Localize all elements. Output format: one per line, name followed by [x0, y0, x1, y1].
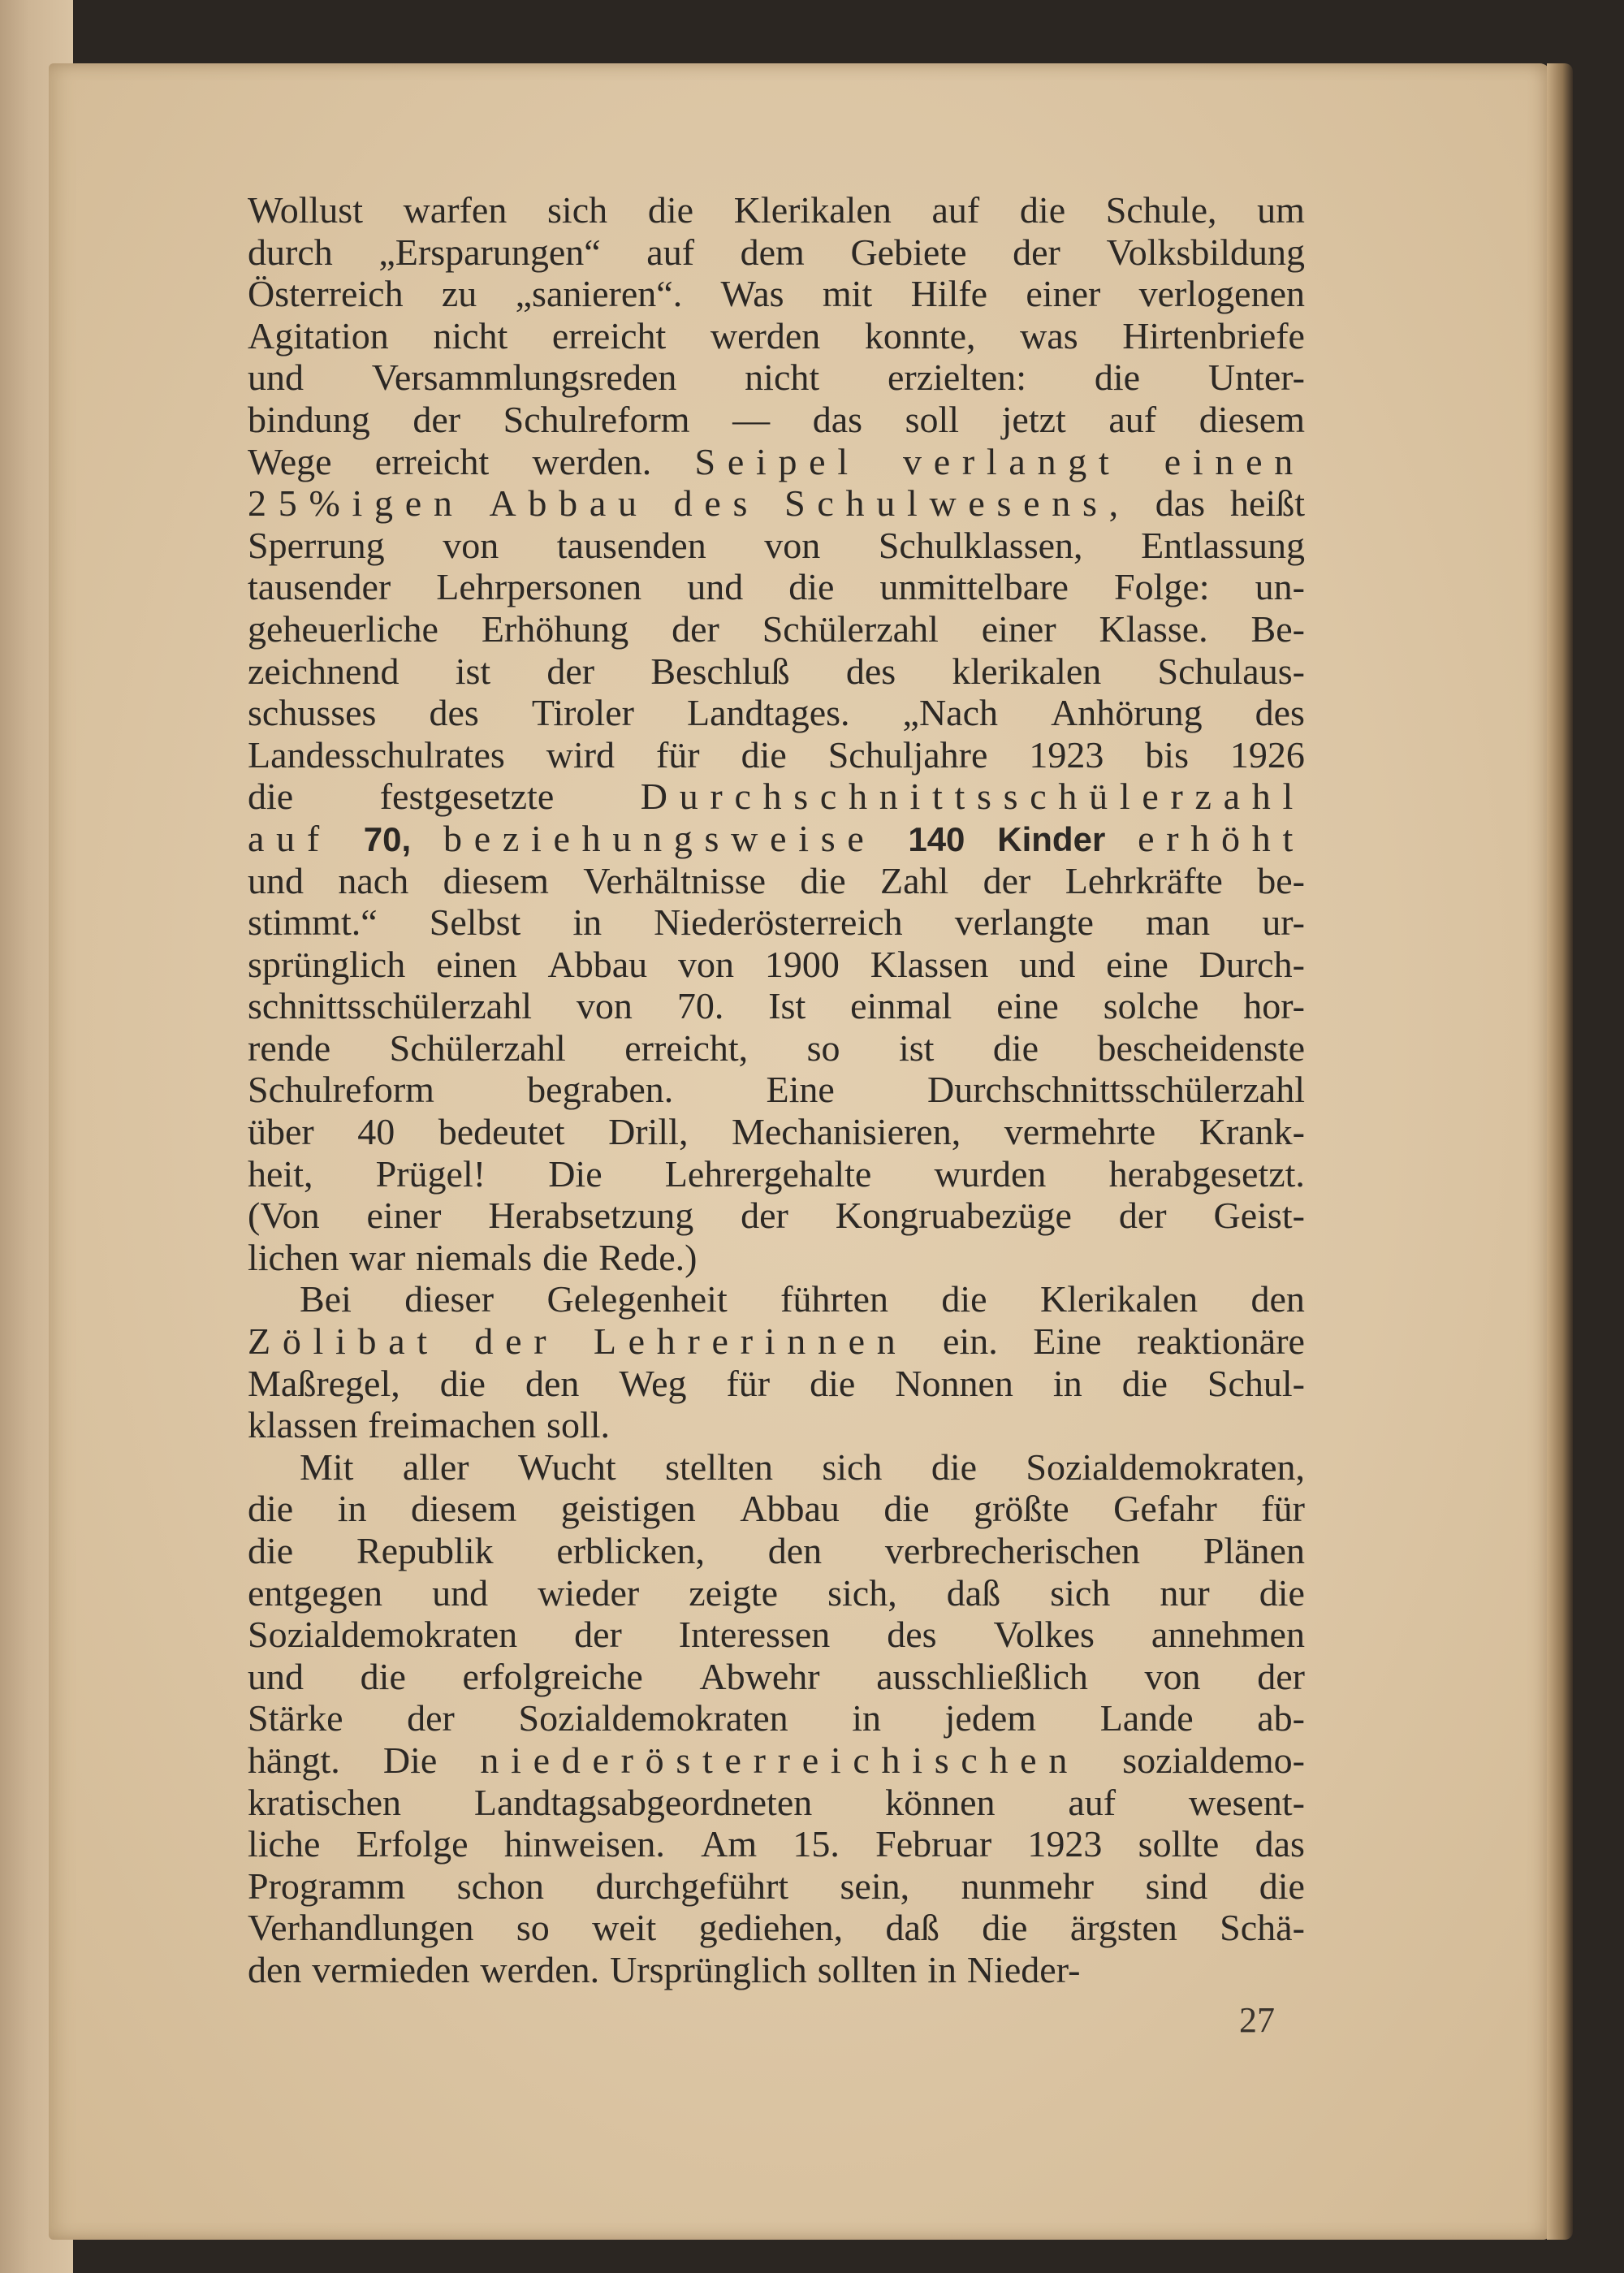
page-number: 27: [1239, 2000, 1275, 2040]
text-line: heit, Prügel! Die Lehrergehalte wurden herabgesetzt.: [248, 1152, 1305, 1195]
page-edge: [1547, 63, 1573, 2240]
text-line: Stärke der Sozialdemokraten in jedem Lande ab-: [248, 1697, 1305, 1739]
text-line: und nach diesem Verhältnisse die Zahl der Lehrkräfte be-: [248, 859, 1305, 901]
text-line: klassen freimachen soll.: [248, 1404, 611, 1446]
text-line: Mit aller Wucht stellten sich die Sozialdemokraten,: [300, 1445, 1305, 1488]
text-line: geheuerliche Erhöhung der Schülerzahl einer Klasse. Be-: [248, 607, 1305, 650]
text-line: liche Erfolge hinweisen. Am 15. Februar 1923 sollte das: [248, 1823, 1305, 1865]
text-line: Sozialdemokraten der Interessen des Volkes annehmen: [248, 1614, 1305, 1656]
text-line: Wege erreicht werden. Seipel verlangt einen: [248, 440, 1305, 482]
text-line: und Versammlungsreden nicht erzielten: die Unter-: [248, 357, 1305, 399]
text-line: stimmt.“ Selbst in Niederösterreich verlangte man ur-: [248, 901, 1305, 944]
text-line: bindung der Schulreform — das soll jetzt auf diesem: [248, 398, 1305, 440]
text-line: tausender Lehrpersonen und die unmittelbare Folge: un-: [248, 566, 1305, 608]
text-line: hängt. Die niederösterreichischen sozialdemo-: [248, 1739, 1305, 1781]
text-line: Österreich zu „sanieren“. Was mit Hilfe einer verlogenen: [248, 273, 1305, 315]
text-line: Wollust warfen sich die Klerikalen auf die Schule, um: [248, 189, 1305, 231]
text-line: entgegen und wieder zeigte sich, daß sich nur die: [248, 1571, 1305, 1614]
text-line: schnittsschülerzahl von 70. Ist einmal eine solche hor-: [248, 985, 1305, 1027]
text-line: den vermieden werden. Ursprünglich sollten in Nieder-: [248, 1948, 1081, 1990]
text-line: kratischen Landtagsabgeordneten können auf wesent-: [248, 1781, 1305, 1823]
text-line: die in diesem geistigen Abbau die größte Gefahr für: [248, 1488, 1305, 1530]
page-text: [248, 189, 1305, 1991]
text-line: Maßregel, die den Weg für die Nonnen in die Schul-: [248, 1362, 1305, 1404]
text-line: schusses des Tiroler Landtages. „Nach Anhörung des: [248, 692, 1305, 734]
text-line: Schulreform begraben. Eine Durchschnittsschülerzahl: [248, 1069, 1305, 1111]
text-line: und die erfolgreiche Abwehr ausschließlich von der: [248, 1655, 1305, 1697]
text-line: auf 70, beziehungsweise 140 Kinder erhöht: [248, 817, 1305, 859]
text-line: durch „Ersparungen“ auf dem Gebiete der Volksbildung: [248, 231, 1305, 273]
text-line: (Von einer Herabsetzung der Kongruabezüge der Geist-: [248, 1195, 1305, 1237]
text-line: zeichnend ist der Beschluß des klerikalen Schulaus-: [248, 650, 1305, 692]
text-line: rende Schülerzahl erreicht, so ist die bescheidenste: [248, 1026, 1305, 1069]
text-line: Agitation nicht erreicht werden konnte, was Hirtenbriefe: [248, 314, 1305, 357]
text-line: lichen war niemals die Rede.): [248, 1236, 698, 1278]
text-line: Programm schon durchgeführt sein, nunmehr sind die: [248, 1865, 1305, 1907]
text-line: die festgesetzte Durchschnittsschülerzahl: [248, 776, 1305, 818]
text-line: Landesschulrates wird für die Schuljahre 1923 bis 1926: [248, 733, 1305, 776]
text-line: sprünglich einen Abbau von 1900 Klassen und eine Durch-: [248, 943, 1305, 985]
text-line: über 40 bedeutet Drill, Mechanisieren, vermehrte Krank-: [248, 1111, 1305, 1153]
text-line: Sperrung von tausenden von Schulklassen, Entlassung: [248, 524, 1305, 566]
text-line: 25%igen Abbau des Schulwesens, das heißt: [248, 482, 1305, 525]
text-line: Verhandlungen so weit gediehen, daß die ärgsten Schä-: [248, 1907, 1305, 1949]
text-line: Bei dieser Gelegenheit führten die Klerikalen den: [300, 1278, 1305, 1320]
text-line: die Republik erblicken, den verbrecherischen Plänen: [248, 1530, 1305, 1571]
text-line: Zölibat der Lehrerinnen ein. Eine reaktionäre: [248, 1320, 1305, 1363]
